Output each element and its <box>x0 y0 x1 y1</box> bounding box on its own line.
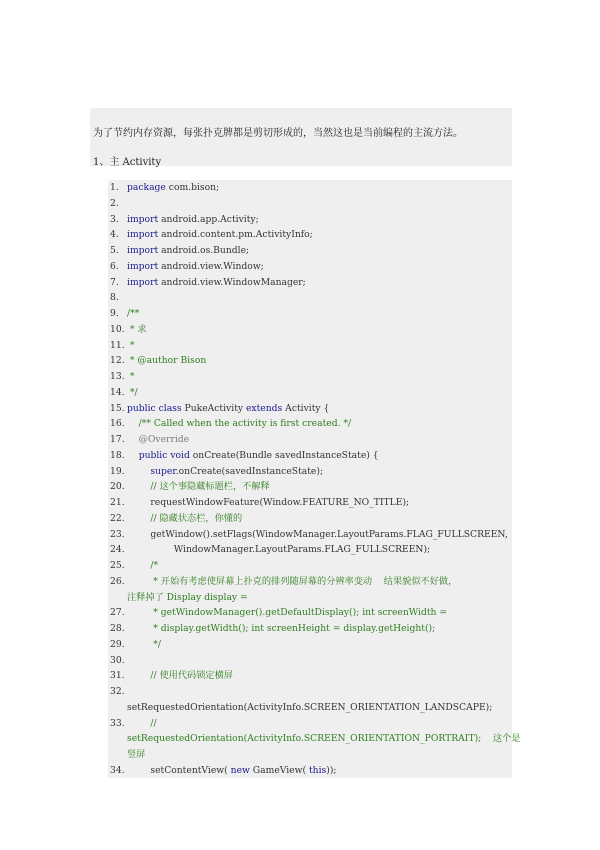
code-text: com.bison; <box>165 182 220 193</box>
line-number: 14. <box>110 386 125 398</box>
code-text: .onCreate(savedInstanceState); <box>175 465 324 477</box>
code-comment: * display.getWidth(); int screenHeight = display.getHeight(); <box>127 623 436 634</box>
line-number: 11. <box>110 339 125 351</box>
code-line <box>110 214 259 226</box>
code-text: android.view.Window; <box>158 260 264 272</box>
code-line <box>110 387 138 399</box>
line-number: 8. <box>110 292 119 304</box>
line-number: 3. <box>110 213 119 225</box>
code-comment: 竖屏 <box>127 749 146 760</box>
code-keyword: import <box>127 276 159 288</box>
line-number: 10. <box>110 323 125 335</box>
code-block <box>108 180 521 778</box>
code-keyword: import <box>127 245 159 256</box>
line-number: 25. <box>110 560 125 571</box>
line-number: 19. <box>110 465 125 477</box>
code-line <box>110 245 249 257</box>
line-number: 7. <box>110 276 119 288</box>
line-number: 23. <box>110 528 125 540</box>
line-number: 21. <box>110 497 125 508</box>
line-number: 1. <box>110 182 119 193</box>
intro-block <box>90 108 512 166</box>
line-number: 16. <box>110 418 125 430</box>
code-line <box>110 765 337 777</box>
code-comment: /** Called when the activity is first created. */ <box>127 418 352 430</box>
code-comment: */ <box>127 386 138 398</box>
line-number: 12. <box>110 355 125 367</box>
code-line <box>110 670 233 682</box>
code-line <box>110 324 147 336</box>
code-text: WindowManager.LayoutParams.FLAG_FULLSCREEN); <box>127 544 431 556</box>
code-line <box>110 718 157 730</box>
code-comment: /* <box>127 560 159 571</box>
code-comment: * <box>127 339 135 351</box>
code-text <box>127 466 150 477</box>
code-comment: // 这个事隐藏标题栏，不解释 <box>127 481 270 493</box>
code-line <box>110 371 135 383</box>
line-number: 20. <box>110 481 125 493</box>
code-comment: // <box>127 717 157 729</box>
code-text: android.view.WindowManager; <box>158 276 306 288</box>
code-line <box>110 655 127 667</box>
code-text: GameView( <box>249 764 309 776</box>
code-line <box>110 450 379 462</box>
code-comment: * <box>127 371 135 382</box>
code-line <box>127 733 521 745</box>
section-heading: 1、主 Activity <box>93 157 162 168</box>
line-number: 15. <box>110 402 125 414</box>
code-keyword: this <box>308 764 327 776</box>
code-line <box>110 497 409 509</box>
line-number: 2. <box>110 197 119 209</box>
code-line <box>127 749 145 761</box>
code-comment: // 使用代码锁定横屏 <box>127 670 233 682</box>
line-number: 34. <box>110 764 125 776</box>
code-keyword: class <box>158 402 182 414</box>
code-keyword: import <box>127 260 159 272</box>
code-line <box>110 576 457 588</box>
code-line <box>110 261 264 273</box>
code-comment: /** <box>127 308 140 319</box>
line-number: 18. <box>110 449 125 461</box>
line-number: 29. <box>110 638 125 650</box>
code-keyword: public <box>127 402 156 414</box>
code-text: android.content.pm.ActivityInfo; <box>158 229 313 241</box>
code-comment: * @author Bison <box>127 355 207 367</box>
code-line <box>110 686 127 698</box>
code-comment: * getWindowManager().getDefaultDisplay(); int screenWidth = <box>127 607 448 619</box>
code-line <box>110 292 127 304</box>
code-text: setContentView( <box>127 764 231 776</box>
code-text: Activity { <box>282 402 330 414</box>
code-text: PukeActivity <box>181 402 246 414</box>
line-number: 27. <box>110 607 125 619</box>
intro-paragraph: 为了节约内存资源，每张扑克牌都是剪切形成的，当然这也是当前编程的主流方法。 <box>93 128 463 139</box>
code-line <box>110 466 323 478</box>
line-number: 17. <box>110 434 125 445</box>
code-keyword: extends <box>246 402 283 414</box>
code-line <box>110 355 206 367</box>
line-number: 6. <box>110 260 119 272</box>
code-line <box>110 481 270 493</box>
code-line <box>110 198 127 210</box>
code-line <box>110 340 135 352</box>
line-number: 32. <box>110 686 125 697</box>
line-number: 33. <box>110 717 125 729</box>
code-keyword: super <box>150 465 176 477</box>
line-number: 31. <box>110 670 125 682</box>
code-line <box>110 418 351 430</box>
line-number: 4. <box>110 229 119 241</box>
line-number: 9. <box>110 308 119 319</box>
code-keyword: new <box>230 764 250 776</box>
code-line <box>110 544 430 556</box>
code-annotation: @Override <box>127 434 190 445</box>
code-line <box>110 308 139 320</box>
line-number: 28. <box>110 623 125 634</box>
code-text: android.app.Activity; <box>158 213 259 225</box>
code-line <box>110 434 189 446</box>
code-comment: * 开始有考虑使屏幕上扑克的排列随屏幕的分辨率变动 结果貌似不好做， <box>127 575 458 587</box>
code-line <box>110 623 435 635</box>
code-comment: setRequestedOrientation(ActivityInfo.SCREEN_ORIENTATION_PORTRAIT); 这个是 <box>127 733 521 745</box>
code-line <box>110 229 313 241</box>
line-number: 30. <box>110 654 125 666</box>
code-keyword: void <box>170 449 190 461</box>
code-line <box>127 592 248 604</box>
code-line <box>110 513 242 525</box>
code-line <box>110 529 508 541</box>
code-keyword: package <box>127 182 166 193</box>
code-text: onCreate(Bundle savedInstanceState) { <box>189 449 379 461</box>
code-text: requestWindowFeature(Window.FEATURE_NO_TITLE); <box>127 497 410 508</box>
code-keyword: import <box>127 229 159 241</box>
code-comment: * 求 <box>127 323 147 335</box>
line-number: 26. <box>110 575 125 587</box>
code-line <box>110 403 329 415</box>
code-text: )); <box>326 764 337 776</box>
line-number: 22. <box>110 512 125 524</box>
code-comment: // 隐藏状态栏，你懂的 <box>127 512 243 524</box>
line-number: 24. <box>110 544 125 556</box>
code-text <box>127 450 139 461</box>
code-line <box>110 560 158 572</box>
code-line <box>110 639 161 651</box>
code-line <box>110 182 219 194</box>
code-keyword: public <box>138 449 168 461</box>
code-comment: */ <box>127 638 161 650</box>
line-number: 13. <box>110 371 125 382</box>
code-text: getWindow().setFlags(WindowManager.LayoutParams.FLAG_FULLSCREEN, <box>127 528 508 540</box>
code-text: android.os.Bundle; <box>158 245 250 256</box>
code-line <box>110 277 306 289</box>
code-text: setRequestedOrientation(ActivityInfo.SCREEN_ORIENTATION_LANDSCAPE); <box>127 701 493 713</box>
code-line <box>127 702 492 714</box>
line-number: 5. <box>110 245 119 256</box>
code-line <box>110 607 447 619</box>
code-keyword: import <box>127 213 159 225</box>
code-comment: 注释掉了 Display display = <box>127 591 248 603</box>
